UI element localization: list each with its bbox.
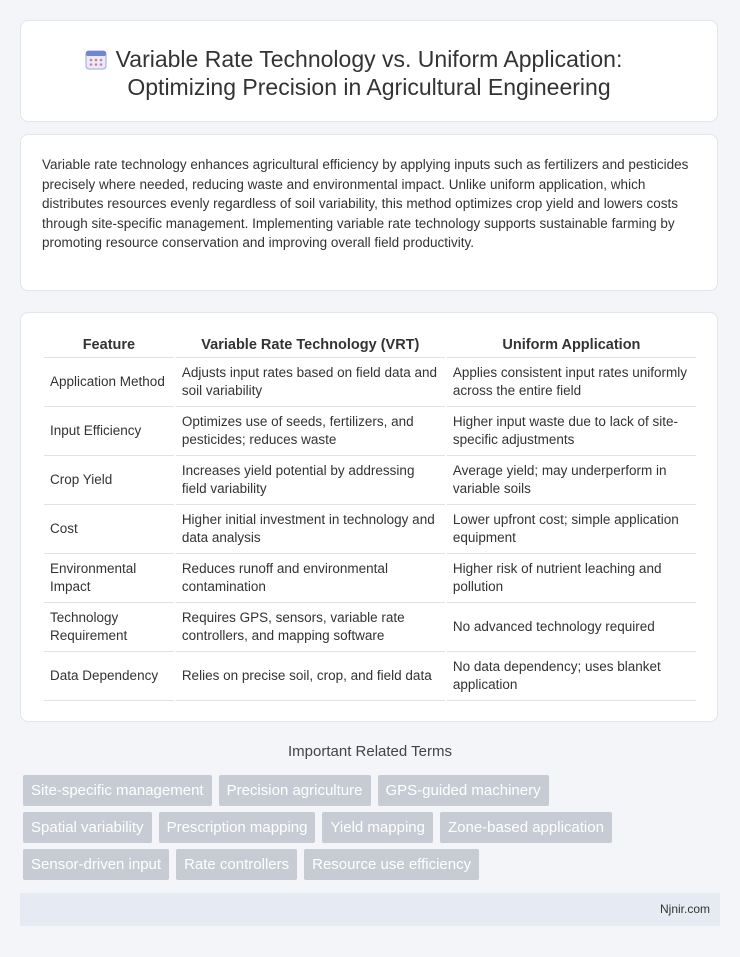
title-line-1: Variable Rate Technology vs. Uniform Application: — [115, 46, 623, 72]
uniform-cell: Lower upfront cost; simple application equipment — [447, 505, 696, 554]
feature-cell: Technology Requirement — [44, 603, 174, 652]
page-title — [21, 45, 717, 101]
related-terms-heading: Important Related Terms — [288, 743, 452, 760]
title-card — [20, 20, 718, 122]
tag-precision-agriculture[interactable]: Precision agriculture — [219, 775, 371, 806]
uniform-cell: Higher input waste due to lack of site-specific adjustments — [447, 407, 696, 456]
feature-cell: Application Method — [44, 358, 174, 407]
footer-site[interactable]: Njnir.com — [659, 902, 710, 916]
tag-yield-mapping[interactable]: Yield mapping — [322, 812, 433, 843]
tag-spatial-variability[interactable]: Spatial variability — [23, 812, 152, 843]
uniform-cell: Applies consistent input rates uniformly across the entire field — [447, 358, 696, 407]
header-uniform: Uniform Application — [447, 333, 696, 358]
tag-rate-controllers[interactable]: Rate controllers — [176, 849, 297, 880]
tag-zone-based-application[interactable]: Zone-based application — [440, 812, 612, 843]
feature-cell: Crop Yield — [44, 456, 174, 505]
tag-row-2 — [23, 812, 612, 843]
comparison-table — [42, 333, 698, 701]
tag-resource-use-efficiency[interactable]: Resource use efficiency — [304, 849, 479, 880]
vrt-cell: Higher initial investment in technology and data analysis — [176, 505, 445, 554]
vrt-cell: Reduces runoff and environmental contamination — [176, 554, 445, 603]
title-line-2: Optimizing Precision in Agricultural Engineering — [127, 74, 611, 100]
tag-gps-guided-machinery[interactable]: GPS-guided machinery — [378, 775, 549, 806]
vrt-cell: Requires GPS, sensors, variable rate controllers, and mapping software — [176, 603, 445, 652]
table-header-row — [44, 333, 696, 358]
table-row — [44, 505, 696, 554]
table-row — [44, 554, 696, 603]
header-feature: Feature — [44, 333, 174, 358]
table-row — [44, 603, 696, 652]
intro-card — [20, 134, 718, 291]
tag-row-1 — [23, 775, 549, 806]
intro-paragraph: Variable rate technology enhances agricultural efficiency by applying inputs such as fertilizers and pesticides precisely where needed, reducing waste and environmental impact. Unlike uniform application, which distributes resources evenly regardless of soil variability, this method optimizes crop yield and lowers costs through site-specific management. Implementing variable rate technology supports sustainable farming by promoting resource conservation and improving overall field productivity. — [42, 157, 689, 250]
feature-cell: Cost — [44, 505, 174, 554]
table-row — [44, 407, 696, 456]
uniform-cell: No data dependency; uses blanket application — [447, 652, 696, 701]
vrt-cell: Optimizes use of seeds, fertilizers, and pesticides; reduces waste — [176, 407, 445, 456]
vrt-cell: Adjusts input rates based on field data and soil variability — [176, 358, 445, 407]
tag-site-specific-management[interactable]: Site-specific management — [23, 775, 212, 806]
footer — [20, 893, 720, 926]
table-row — [44, 358, 696, 407]
table-row — [44, 652, 696, 701]
feature-cell: Input Efficiency — [44, 407, 174, 456]
feature-cell: Data Dependency — [44, 652, 174, 701]
uniform-cell: Average yield; may underperform in variable soils — [447, 456, 696, 505]
header-vrt: Variable Rate Technology (VRT) — [176, 333, 445, 358]
comparison-card — [20, 312, 718, 722]
tag-prescription-mapping[interactable]: Prescription mapping — [159, 812, 316, 843]
uniform-cell: No advanced technology required — [447, 603, 696, 652]
vrt-cell: Increases yield potential by addressing field variability — [176, 456, 445, 505]
vrt-cell: Relies on precise soil, crop, and field data — [176, 652, 445, 701]
tag-row-3 — [23, 849, 479, 880]
uniform-cell: Higher risk of nutrient leaching and pollution — [447, 554, 696, 603]
tag-sensor-driven-input[interactable]: Sensor-driven input — [23, 849, 169, 880]
feature-cell: Environmental Impact — [44, 554, 174, 603]
table-row — [44, 456, 696, 505]
